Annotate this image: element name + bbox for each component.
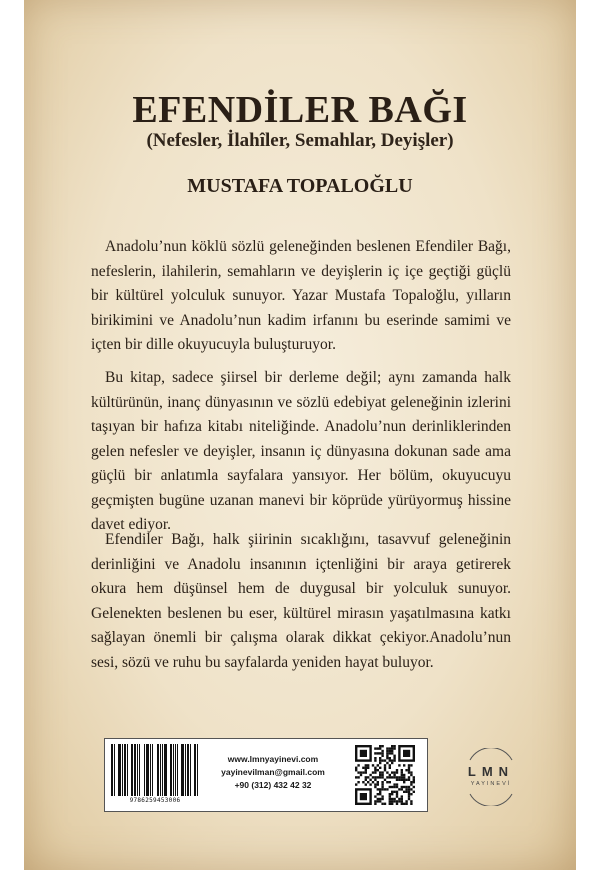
isbn-barcode — [111, 744, 199, 796]
book-title: EFENDİLER BAĞI — [132, 89, 468, 131]
qr-code-icon — [355, 745, 415, 805]
book-author: MUSTAFA TOPALOĞLU — [187, 175, 413, 197]
isbn-number: 9786259453006 — [129, 797, 181, 804]
publisher-logo — [456, 748, 526, 806]
blurb-paragraph — [91, 235, 511, 358]
back-cover — [24, 0, 576, 870]
publisher-website[interactable]: www.lmnyayinevi.com — [227, 754, 319, 764]
book-subtitle: (Nefesler, İlahîler, Semahlar, Deyişler) — [146, 130, 454, 151]
publisher-info-box — [104, 738, 428, 812]
blurb-text: Anadolu’nun köklü sözlü geleneğinden beslenen Efendiler Bağı, nefeslerin, ilahilerin, semahların ve deyişlerin iç içe geçtiği güçlü bir kültürel yolculuk sunuyor. Yazar Mustafa Topaloğlu, yılların birikimini ve Anadolu’nun kadim irfanını bu eserinde samimi ve içten bir dille okuyucuyla buluşturuyor. — [91, 238, 511, 353]
blurb-paragraph — [91, 528, 511, 675]
logo-subtext: YAYINEVİ — [470, 781, 512, 787]
publisher-contacts — [209, 753, 337, 792]
publisher-phone: +90 (312) 432 42 32 — [234, 780, 312, 790]
blurb-text: Bu kitap, sadece şiirsel bir derleme değil; aynı zamanda halk kültürünün, inanç dünyasının ve sözlü edebiyat geleneğinin izlerini taşıyan bir hafıza kitabı niteliğinde. Anadolu’nun derinliklerinden gelen nefesler ve deyişler, insanın iç dünyasına dokunan sade ama güçlü bir anlatımla sayfalara yansıyor. Her bölüm, okuyucuyu geçmişten bugüne uzanan manevi bir köprüde yürüyormuş hissine davet ediyor. — [91, 369, 511, 533]
publisher-email[interactable]: yayinevilman@gmail.com — [221, 767, 325, 777]
blurb-text: Efendiler Bağı, halk şiirinin sıcaklığını, tasavvuf geleneğinin derinliğini ve Anadolu insanının içtenliğini bir araya getirerek okura hem düşünsel hem de duygusal bir yolculuk sunuyor. Gelenekten beslenen bu eser, kültürel mirasın yaşatılmasına katkı sağlayan önemli bir çalışma olarak dikkat çekiyor.Anadolu’nun sesi, sözü ve ruhu bu sayfalarda yeniden hayat buluyor. — [91, 531, 511, 671]
blurb-paragraph — [91, 366, 511, 538]
logo-text: LMN — [467, 764, 515, 779]
